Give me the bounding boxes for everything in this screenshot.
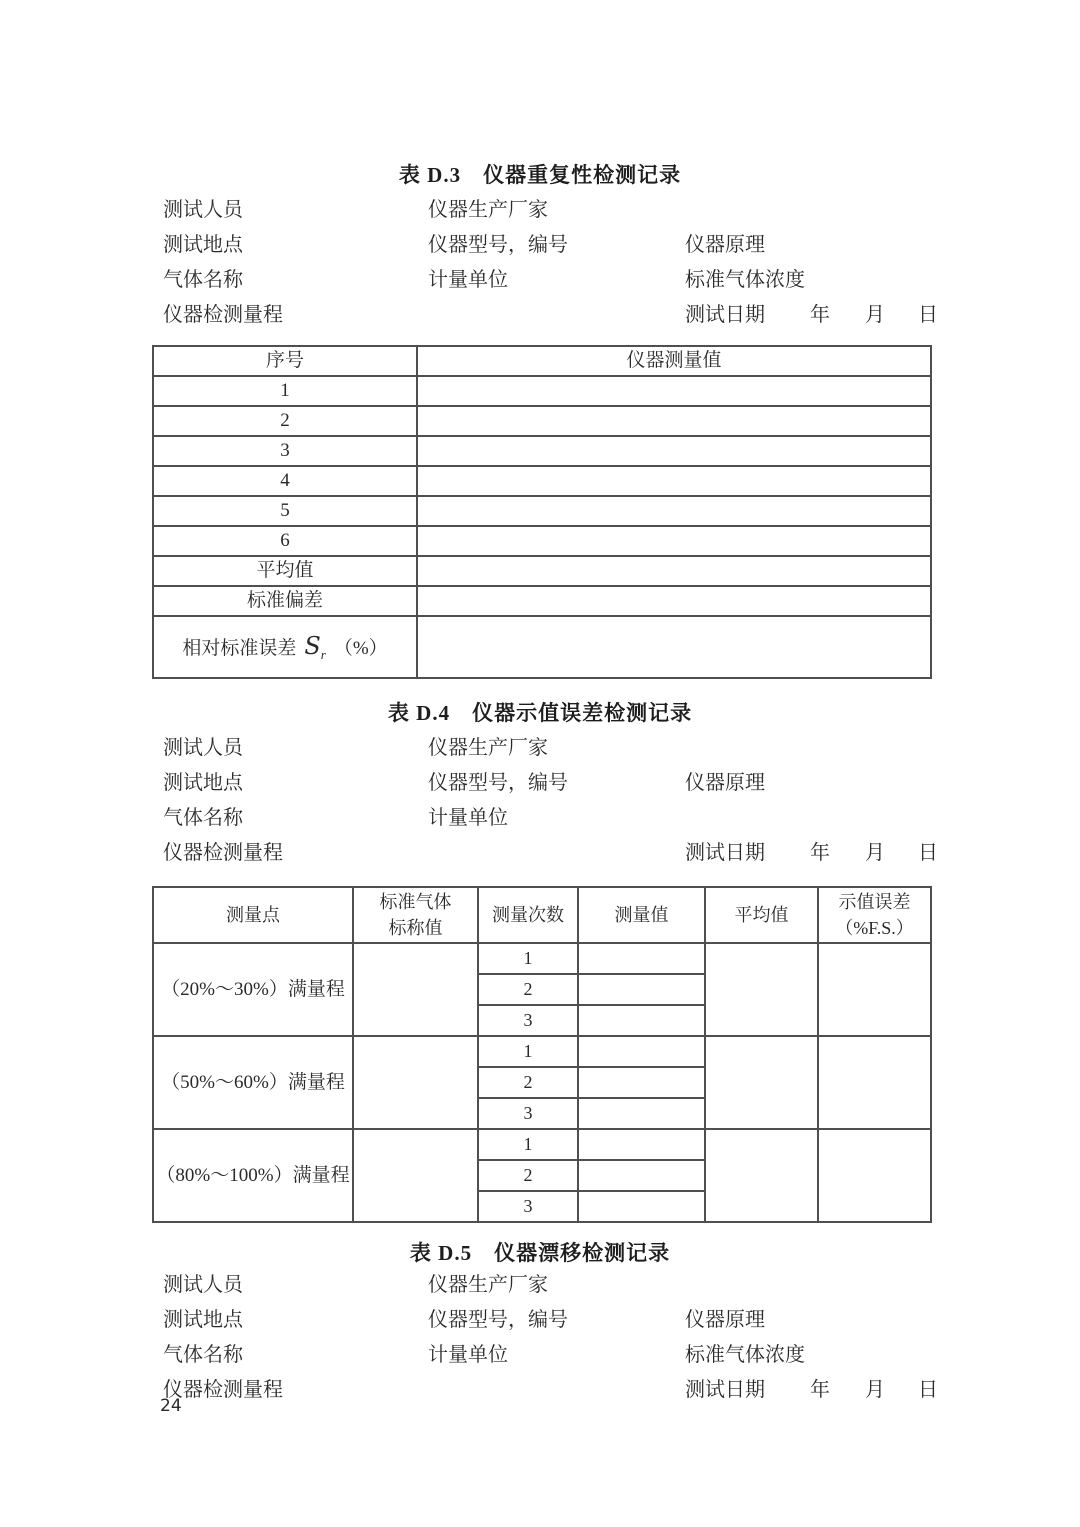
field-label-range: 仪器检测量程 (163, 304, 283, 326)
field-label-location: 测试地点 (163, 234, 243, 256)
times-cell: 2 (478, 974, 578, 1005)
times-cell: 1 (478, 1036, 578, 1067)
repeatability-table (152, 345, 932, 679)
blank-mean-cell (705, 943, 818, 1036)
meta-row (152, 260, 952, 295)
times-cell: 3 (478, 1098, 578, 1129)
blank-value-cell (578, 1067, 705, 1098)
table-d5-meta (152, 1265, 952, 1405)
table-row (153, 376, 931, 406)
table-row (153, 406, 931, 436)
blank-error-cell (818, 1036, 931, 1129)
table-d5-title: 表 D.5 仪器漂移检测记录 (409, 1241, 671, 1265)
blank-value-cell (578, 1160, 705, 1191)
field-label-unit: 计量单位 (428, 807, 508, 829)
table-row (153, 466, 931, 496)
field-label-manufacturer: 仪器生产厂家 (428, 1274, 548, 1296)
times-cell: 3 (478, 1005, 578, 1036)
field-label-tester: 测试人员 (163, 1274, 243, 1296)
field-label-model: 仪器型号，编号 (428, 772, 568, 794)
seq-cell: 3 (153, 436, 417, 466)
test-date-label: 测试日期 (685, 304, 765, 326)
blank-value-cell (417, 496, 931, 526)
table-row (153, 496, 931, 526)
meta-row (152, 1265, 952, 1300)
blank-nominal-cell (353, 1036, 478, 1129)
meta-row (152, 728, 952, 763)
meta-row (152, 833, 952, 868)
field-label-tester: 测试人员 (163, 199, 243, 221)
field-label-gas-name: 气体名称 (163, 1344, 243, 1366)
blank-value-cell (417, 616, 931, 678)
field-label-principle: 仪器原理 (685, 1309, 765, 1331)
table-row (153, 616, 931, 678)
blank-value-cell (417, 436, 931, 466)
year-label: 年 (810, 842, 830, 864)
field-label-principle: 仪器原理 (685, 234, 765, 256)
table-d4-meta (152, 728, 952, 868)
blank-error-cell (818, 1129, 931, 1222)
field-label-model: 仪器型号，编号 (428, 1309, 568, 1331)
meta-row (152, 295, 952, 330)
blank-value-cell (417, 526, 931, 556)
header-line: （%F.S.） (835, 918, 914, 938)
blank-mean-cell (705, 1036, 818, 1129)
times-cell: 2 (478, 1160, 578, 1191)
table-row (153, 436, 931, 466)
field-label-std-gas-concentration: 标准气体浓度 (685, 269, 805, 291)
header-measured-value: 测量值 (578, 887, 705, 943)
header-line: 标准气体 (379, 892, 452, 912)
day-label: 日 (918, 1379, 938, 1401)
blank-nominal-cell (353, 1129, 478, 1222)
test-date-label: 测试日期 (685, 1379, 765, 1401)
rse-subscript: r (320, 646, 326, 662)
table-row (153, 943, 931, 974)
blank-value-cell (578, 943, 705, 974)
field-label-gas-name: 气体名称 (163, 269, 243, 291)
table-row (153, 556, 931, 586)
table-row (153, 1129, 931, 1160)
field-label-test-date (685, 1373, 952, 1402)
field-label-gas-name: 气体名称 (163, 807, 243, 829)
seq-cell: 2 (153, 406, 417, 436)
meta-row (152, 1300, 952, 1335)
table-d3-meta (152, 190, 952, 330)
rse-suffix: （%） (333, 637, 388, 659)
relative-std-error-label-cell (153, 616, 417, 678)
table-d3-title: 表 D.3 仪器重复性检测记录 (398, 163, 682, 187)
times-cell: 2 (478, 1067, 578, 1098)
blank-nominal-cell (353, 943, 478, 1036)
blank-error-cell (818, 943, 931, 1036)
day-label: 日 (918, 842, 938, 864)
header-mean: 平均值 (705, 887, 818, 943)
meta-row (152, 225, 952, 260)
range-label-cell: （80%～100%）满量程 (153, 1129, 353, 1222)
blank-value-cell (578, 1036, 705, 1067)
meta-row (152, 1335, 952, 1370)
blank-value-cell (417, 376, 931, 406)
field-label-manufacturer: 仪器生产厂家 (428, 199, 548, 221)
seq-cell: 5 (153, 496, 417, 526)
blank-mean-cell (705, 1129, 818, 1222)
test-date-label: 测试日期 (685, 842, 765, 864)
blank-value-cell (578, 1005, 705, 1036)
field-label-range: 仪器检测量程 (163, 1379, 283, 1401)
blank-value-cell (417, 406, 931, 436)
page-number: 24 (160, 1396, 182, 1416)
header-measure-times: 测量次数 (478, 887, 578, 943)
table-header-row (153, 346, 931, 376)
field-label-principle: 仪器原理 (685, 772, 765, 794)
header-line: 标称值 (388, 918, 443, 938)
header-measure-point: 测量点 (153, 887, 353, 943)
table-row (153, 586, 931, 616)
table-header-row (153, 887, 931, 943)
header-indication-error (818, 887, 931, 943)
meta-row (152, 798, 952, 833)
table-row (153, 1036, 931, 1067)
month-label: 月 (865, 842, 885, 864)
meta-row (152, 1370, 952, 1405)
blank-value-cell (417, 556, 931, 586)
header-std-gas-nominal (353, 887, 478, 943)
field-label-manufacturer: 仪器生产厂家 (428, 737, 548, 759)
times-cell: 1 (478, 1129, 578, 1160)
mean-label-cell: 平均值 (153, 556, 417, 586)
field-label-location: 测试地点 (163, 1309, 243, 1331)
seq-cell: 6 (153, 526, 417, 556)
seq-cell: 4 (153, 466, 417, 496)
range-label-cell: （50%～60%）满量程 (153, 1036, 353, 1129)
blank-value-cell (578, 1191, 705, 1222)
indication-error-table (152, 886, 932, 1223)
month-label: 月 (865, 1379, 885, 1401)
meta-row (152, 763, 952, 798)
header-measured-value: 仪器测量值 (417, 346, 931, 376)
blank-value-cell (578, 974, 705, 1005)
field-label-range: 仪器检测量程 (163, 842, 283, 864)
field-label-model: 仪器型号，编号 (428, 234, 568, 256)
field-label-std-gas-concentration: 标准气体浓度 (685, 1344, 805, 1366)
range-label-cell: （20%～30%）满量程 (153, 943, 353, 1036)
meta-row (152, 190, 952, 225)
field-label-test-date (685, 298, 952, 327)
rse-symbol: S (304, 631, 321, 660)
month-label: 月 (865, 304, 885, 326)
rse-prefix: 相对标准误差 (182, 637, 297, 659)
field-label-test-date (685, 836, 952, 865)
std-dev-label-cell: 标准偏差 (153, 586, 417, 616)
seq-cell: 1 (153, 376, 417, 406)
header-seq: 序号 (153, 346, 417, 376)
field-label-tester: 测试人员 (163, 737, 243, 759)
field-label-unit: 计量单位 (428, 269, 508, 291)
blank-value-cell (417, 586, 931, 616)
blank-value-cell (578, 1129, 705, 1160)
table-d4-title: 表 D.4 仪器示值误差检测记录 (387, 701, 693, 725)
year-label: 年 (810, 304, 830, 326)
header-line: 示值误差 (838, 892, 911, 912)
day-label: 日 (918, 304, 938, 326)
times-cell: 3 (478, 1191, 578, 1222)
table-row (153, 526, 931, 556)
year-label: 年 (810, 1379, 830, 1401)
field-label-unit: 计量单位 (428, 1344, 508, 1366)
blank-value-cell (417, 466, 931, 496)
field-label-location: 测试地点 (163, 772, 243, 794)
times-cell: 1 (478, 943, 578, 974)
blank-value-cell (578, 1098, 705, 1129)
